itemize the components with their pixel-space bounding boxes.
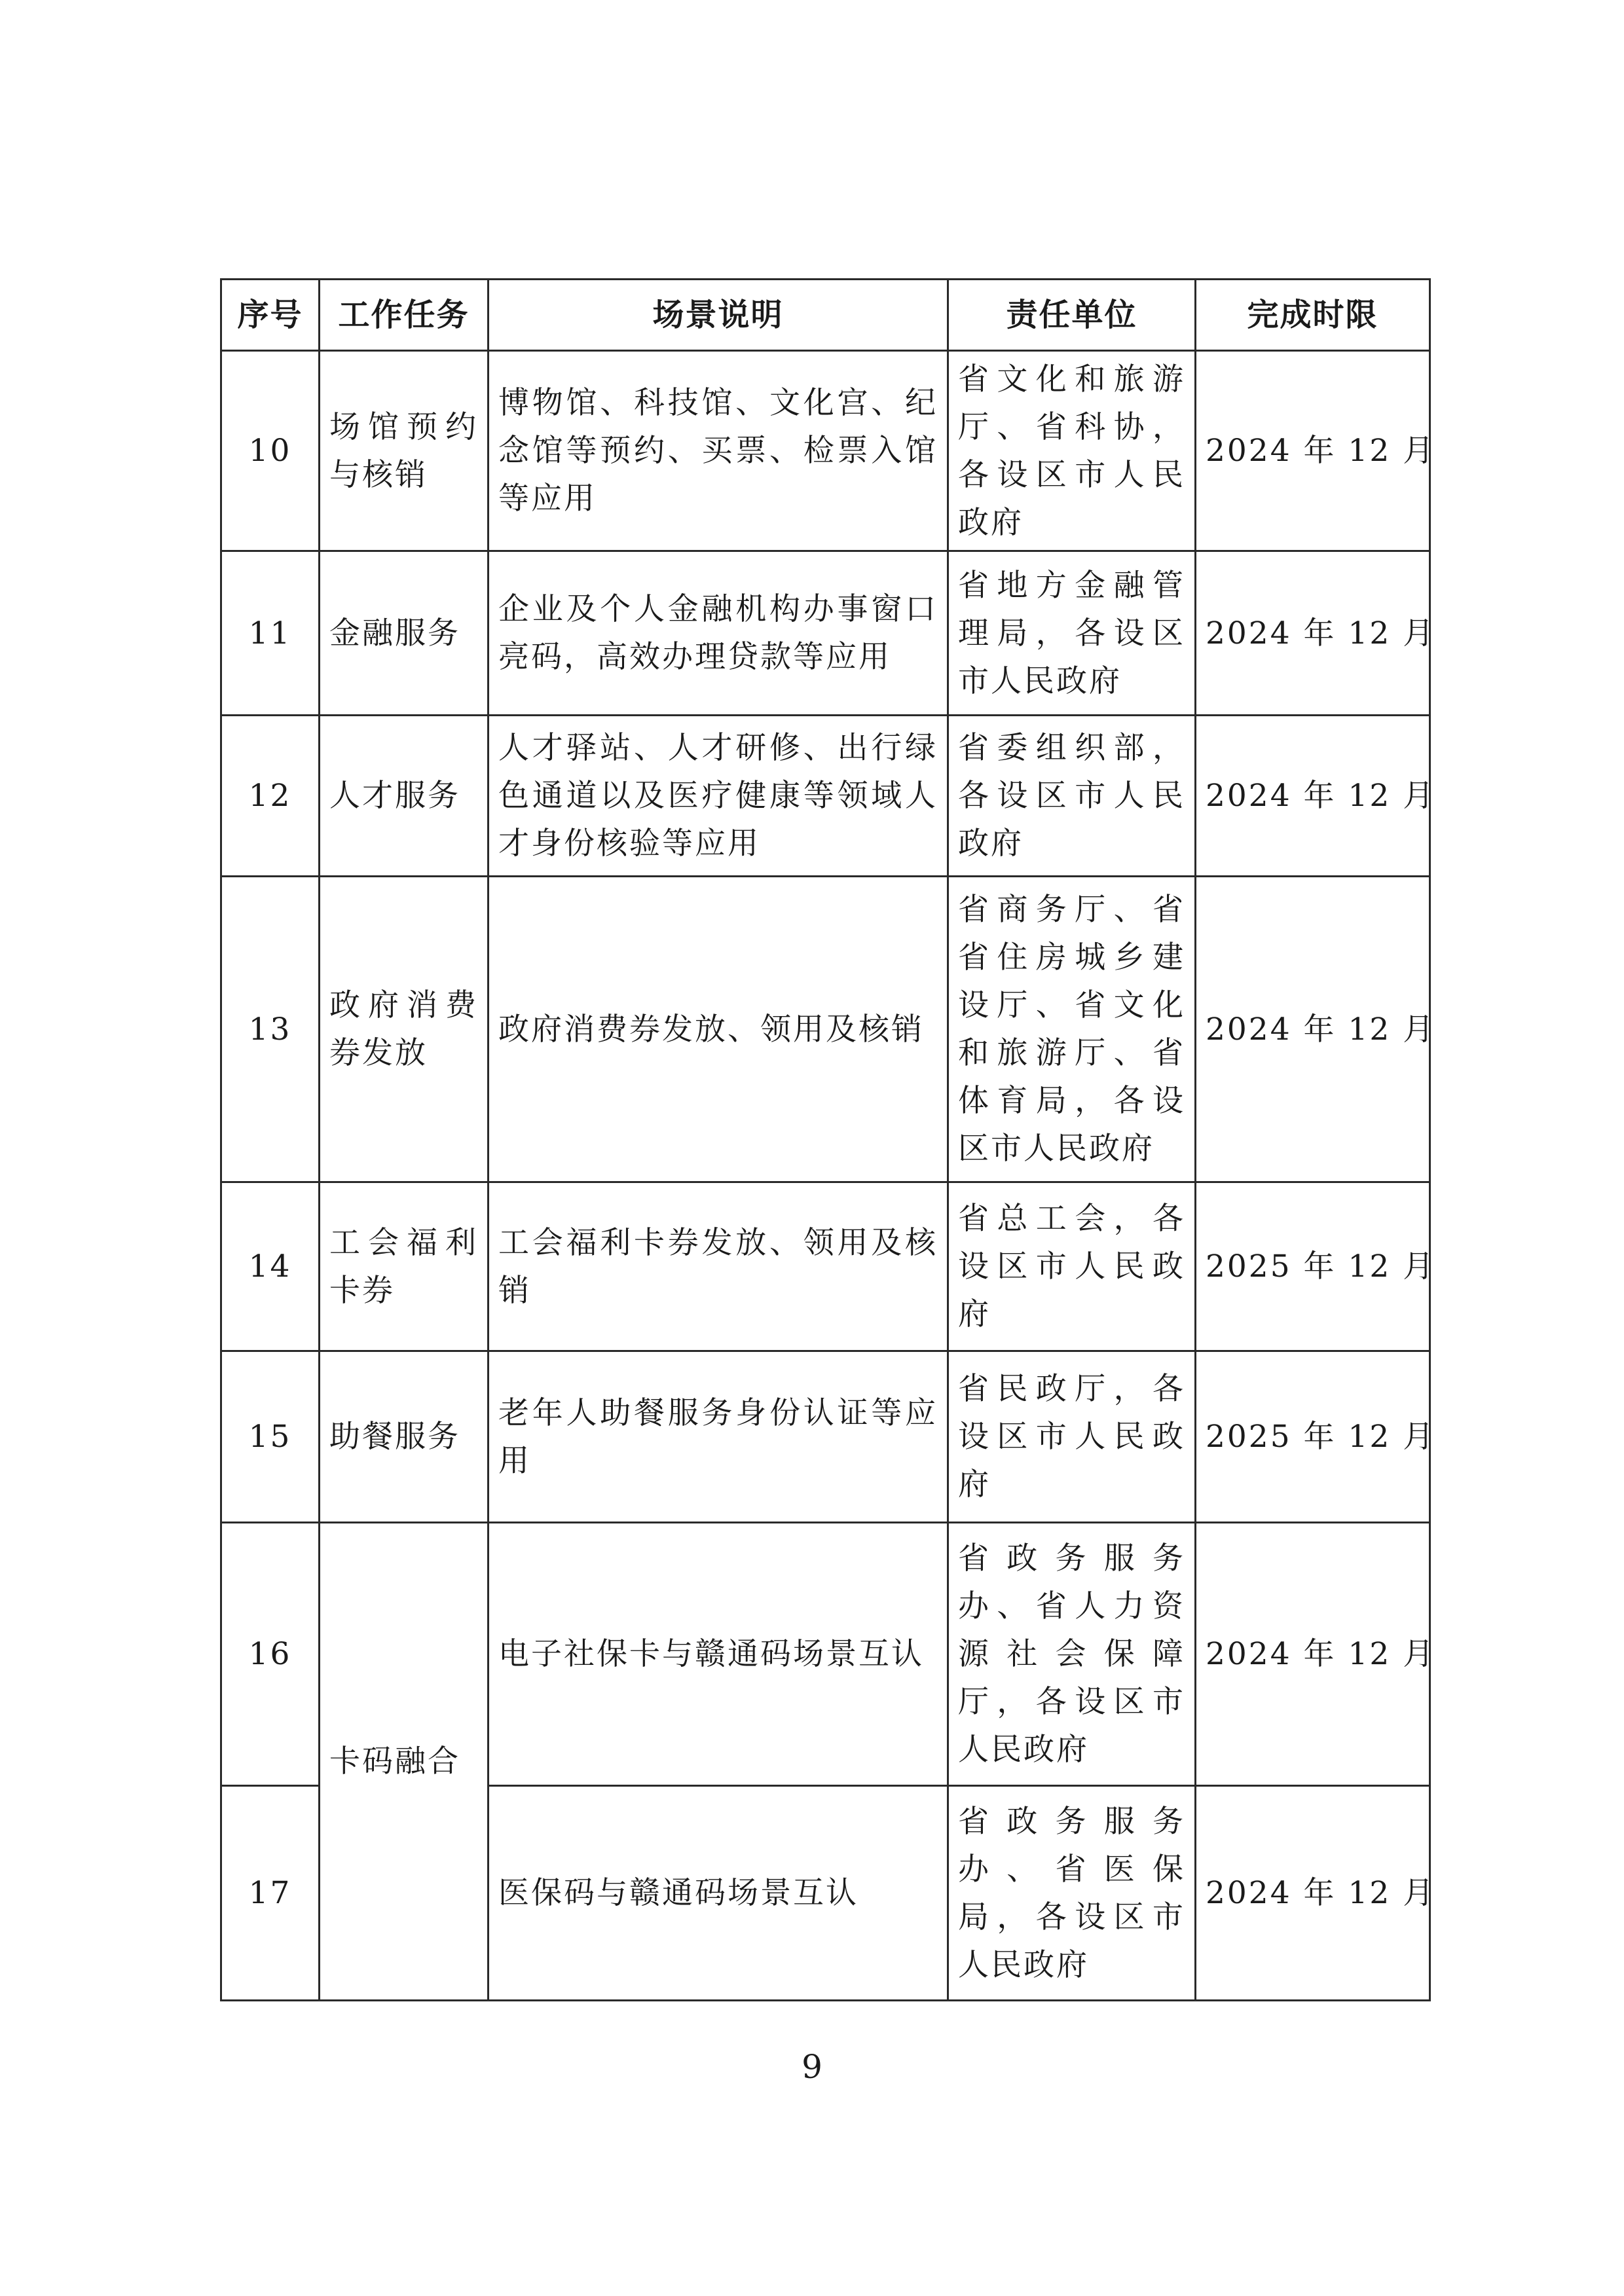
row-deadline: 2024 年 12 月 <box>1196 1786 1430 2001</box>
row-task: 助餐服务 <box>320 1351 489 1523</box>
table-row <box>221 877 1430 1182</box>
row-task: 工会福利卡券 <box>320 1182 489 1351</box>
row-unit: 省政务服务办、省医保局，各设区市人民政府 <box>948 1786 1196 2001</box>
row-deadline: 2025 年 12 月 <box>1196 1351 1430 1523</box>
table-row <box>221 716 1430 877</box>
row-no: 11 <box>221 551 320 716</box>
row-task: 卡码融合 <box>320 1523 489 2001</box>
row-desc: 政府消费券发放、领用及核销 <box>489 877 948 1182</box>
row-unit: 省委组织部，各设区市人民政府 <box>948 716 1196 877</box>
row-desc: 企业及个人金融机构办事窗口亮码，高效办理贷款等应用 <box>489 551 948 716</box>
header-unit: 责任单位 <box>948 280 1196 351</box>
row-deadline: 2025 年 12 月 <box>1196 1182 1430 1351</box>
header-deadline: 完成时限 <box>1196 280 1430 351</box>
row-deadline: 2024 年 12 月 <box>1196 351 1430 551</box>
page-number: 9 <box>802 2048 822 2086</box>
work-task-table <box>220 278 1436 2001</box>
row-task: 场馆预约与核销 <box>320 351 489 551</box>
row-desc: 工会福利卡券发放、领用及核销 <box>489 1182 948 1351</box>
table-row <box>221 1351 1430 1523</box>
table-row <box>221 351 1430 551</box>
row-no: 13 <box>221 877 320 1182</box>
row-deadline: 2024 年 12 月 <box>1196 551 1430 716</box>
table-row <box>221 551 1430 716</box>
row-deadline: 2024 年 12 月 <box>1196 1523 1430 1786</box>
row-deadline: 2024 年 12 月 <box>1196 716 1430 877</box>
row-no: 10 <box>221 351 320 551</box>
row-unit: 省总工会，各设区市人民政府 <box>948 1182 1196 1351</box>
row-task: 金融服务 <box>320 551 489 716</box>
row-no: 12 <box>221 716 320 877</box>
row-desc: 医保码与赣通码场景互认 <box>489 1786 948 2001</box>
table-row <box>221 1182 1430 1351</box>
header-desc: 场景说明 <box>489 280 948 351</box>
row-desc: 博物馆、科技馆、文化宫、纪念馆等预约、买票、检票入馆等应用 <box>489 351 948 551</box>
row-unit: 省地方金融管理局，各设区市人民政府 <box>948 551 1196 716</box>
table-header-row <box>221 280 1430 351</box>
row-no: 15 <box>221 1351 320 1523</box>
row-no: 16 <box>221 1523 320 1786</box>
row-task: 政府消费券发放 <box>320 877 489 1182</box>
row-desc: 老年人助餐服务身份认证等应用 <box>489 1351 948 1523</box>
row-unit: 省商务厅、省省住房城乡建设厅、省文化和旅游厅、省体育局，各设区市人民政府 <box>948 877 1196 1182</box>
row-desc: 电子社保卡与赣通码场景互认 <box>489 1523 948 1786</box>
row-unit: 省文化和旅游厅、省科协，各设区市人民政府 <box>948 351 1196 551</box>
row-no: 17 <box>221 1786 320 2001</box>
row-deadline: 2024 年 12 月 <box>1196 877 1430 1182</box>
row-task: 人才服务 <box>320 716 489 877</box>
header-no: 序号 <box>221 280 320 351</box>
row-desc: 人才驿站、人才研修、出行绿色通道以及医疗健康等领域人才身份核验等应用 <box>489 716 948 877</box>
row-no: 14 <box>221 1182 320 1351</box>
row-unit: 省政务服务办、省人力资源社会保障厅，各设区市人民政府 <box>948 1523 1196 1786</box>
header-task: 工作任务 <box>320 280 489 351</box>
row-unit: 省民政厅，各设区市人民政府 <box>948 1351 1196 1523</box>
table-row <box>221 1523 1430 1786</box>
